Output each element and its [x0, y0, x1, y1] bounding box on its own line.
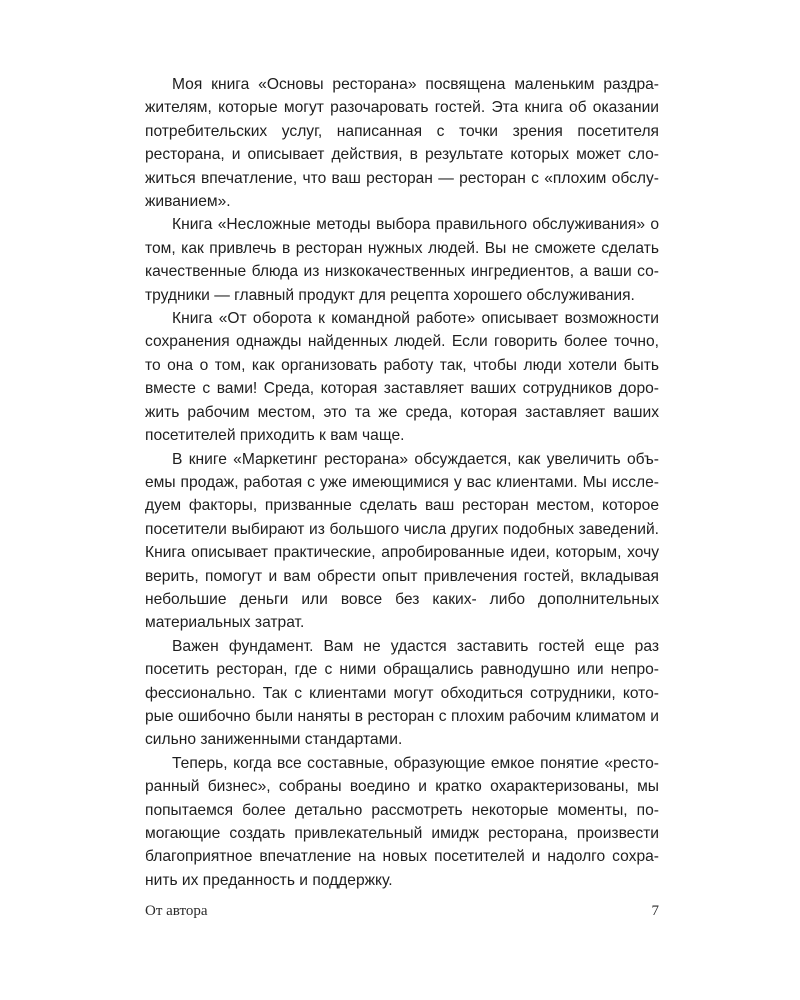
running-footer-title: От автора — [145, 903, 208, 919]
paragraph: Книга «Несложные методы выбора правильного обслуживания» о том, как привлечь в ресторан нужных людей. Вы не сможете сделать качественные блюда из низкокачественных ингредиентов, а ваши сотрудники — главный продукт для рецепта хорошего обслуживания. — [145, 216, 659, 304]
body-text — [145, 73, 659, 892]
page-number: 7 — [651, 903, 659, 919]
paragraph: Моя книга «Основы ресторана» посвящена маленьким раздражителям, которые могут разочаровать гостей. Эта книга об оказании потребительских услуг, написанная с точки зрения посетителя ресторана, и описывает действия, в результате которых может сложиться впечатление, что ваш ресторан — ресторан с «плохим обслуживанием». — [145, 76, 659, 211]
paragraph: Книга «От оборота к командной работе» описывает возможности сохранения однажды найденных людей. Если говорить более точно, то она о том, как организовать работу так, чтобы люди хотели быть вместе с вами! Среда, которая заставляет ваших сотрудников дорожить рабочим местом, это та же среда, которая заставляет ваших посетителей приходить к вам чаще. — [145, 310, 659, 445]
paragraph: В книге «Маркетинг ресторана» обсуждается, как увеличить объемы продаж, работая с уже имеющимися у вас клиентами. Мы исследуем факторы, призванные сделать ваш ресторан местом, которое посетители выбирают из большого числа других подобных заведений. Книга описывает практические, апробированные идеи, которым, хочу верить, помогут и вам обрести опыт привлечения гостей, вкладывая небольшие деньги или вовсе без каких- либо дополнительных материальных затрат. — [145, 450, 659, 632]
paragraph: Теперь, когда все составные, образующие емкое понятие «ресторанный бизнес», собраны воедино и кратко охарактеризованы, мы попытаемся более детально рассмотреть некоторые моменты, помогающие создать привлекательный имидж ресторана, произвести благоприятное впечатление на новых посетителей и надолго сохранить их преданность и поддержку. — [145, 754, 659, 889]
paragraph: Важен фундамент. Вам не удастся заставить гостей еще раз посетить ресторан, где с ними обращались равнодушно или непрофессионально. Так с клиентами могут обходиться сотрудники, которые ошибочно были наняты в ресторан с плохим рабочим климатом и сильно заниженными стандартами. — [145, 637, 659, 749]
page-footer — [145, 903, 659, 920]
